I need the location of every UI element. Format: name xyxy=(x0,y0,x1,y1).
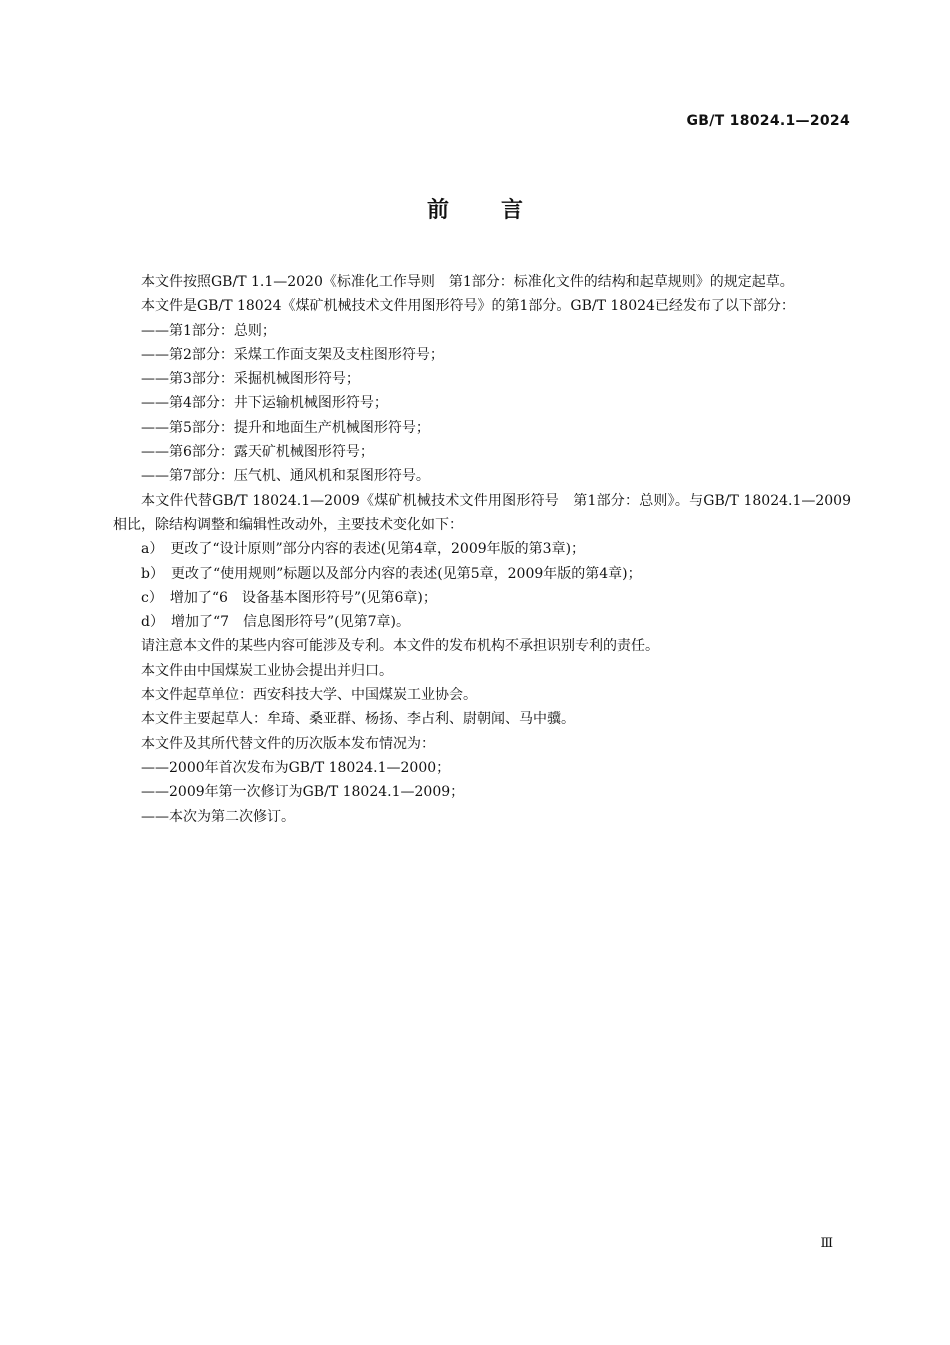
preface-body xyxy=(113,270,851,829)
part-item: ——第2部分：采煤工作面支架及支柱图形符号； xyxy=(141,346,444,363)
drafting-units: 本文件起草单位：西安科技大学、中国煤炭工业协会。 xyxy=(141,687,477,704)
replace-paragraph: 本文件代替GB/T 18024.1—2009《煤矿机械技术文件用图形符号 第1部分：总则》。与GB/T 18024.1—2009相比，除结构调整和编辑性改动外，主要技术变化如下： xyxy=(113,492,851,533)
change-item: b） 更改了“使用规则”标题以及部分内容的表述(见第5章，2009年版的第4章)； xyxy=(141,565,642,582)
history-item: ——2009年第一次修订为GB/T 18024.1—2009； xyxy=(141,784,465,801)
part-item: ——第1部分：总则； xyxy=(141,322,276,339)
part-item: ——第5部分：提升和地面生产机械图形符号； xyxy=(141,419,430,436)
change-item: c） 增加了“6 设备基本图形符号”(见第6章)； xyxy=(141,589,437,606)
page-number: Ⅲ xyxy=(820,1236,833,1251)
change-item: d） 增加了“7 信息图形符号”(见第7章)。 xyxy=(141,614,411,631)
history-item: ——2000年首次发布为GB/T 18024.1—2000； xyxy=(141,759,451,776)
patent-note: 请注意本文件的某些内容可能涉及专利。本文件的发布机构不承担识别专利的责任。 xyxy=(141,638,659,655)
history-item: ——本次为第二次修订。 xyxy=(141,808,295,825)
document-code: GB/T 18024.1—2024 xyxy=(686,113,850,129)
part-item: ——第6部分：露天矿机械图形符号； xyxy=(141,444,374,461)
change-item: a） 更改了“设计原则”部分内容的表述(见第4章，2009年版的第3章)； xyxy=(141,541,586,558)
intro-paragraph-1: 本文件按照GB/T 1.1—2020《标准化工作导则 第1部分：标准化文件的结构和起草规则》的规定起草。 xyxy=(141,274,794,290)
proposer-note: 本文件由中国煤炭工业协会提出并归口。 xyxy=(141,662,393,679)
part-item: ——第3部分：采掘机械图形符号； xyxy=(141,371,360,388)
page-title: 前言 xyxy=(426,198,575,223)
intro-paragraph-2: 本文件是GB/T 18024《煤矿机械技术文件用图形符号》的第1部分。GB/T 18024已经发布了以下部分： xyxy=(141,298,795,315)
history-intro: 本文件及其所代替文件的历次版本发布情况为： xyxy=(141,735,435,752)
part-item: ——第4部分：井下运输机械图形符号； xyxy=(141,395,388,412)
part-item: ——第7部分：压气机、通风机和泵图形符号。 xyxy=(141,468,430,485)
drafters: 本文件主要起草人：牟琦、桑亚群、杨扬、李占利、尉朝闻、马中骥。 xyxy=(141,711,575,728)
